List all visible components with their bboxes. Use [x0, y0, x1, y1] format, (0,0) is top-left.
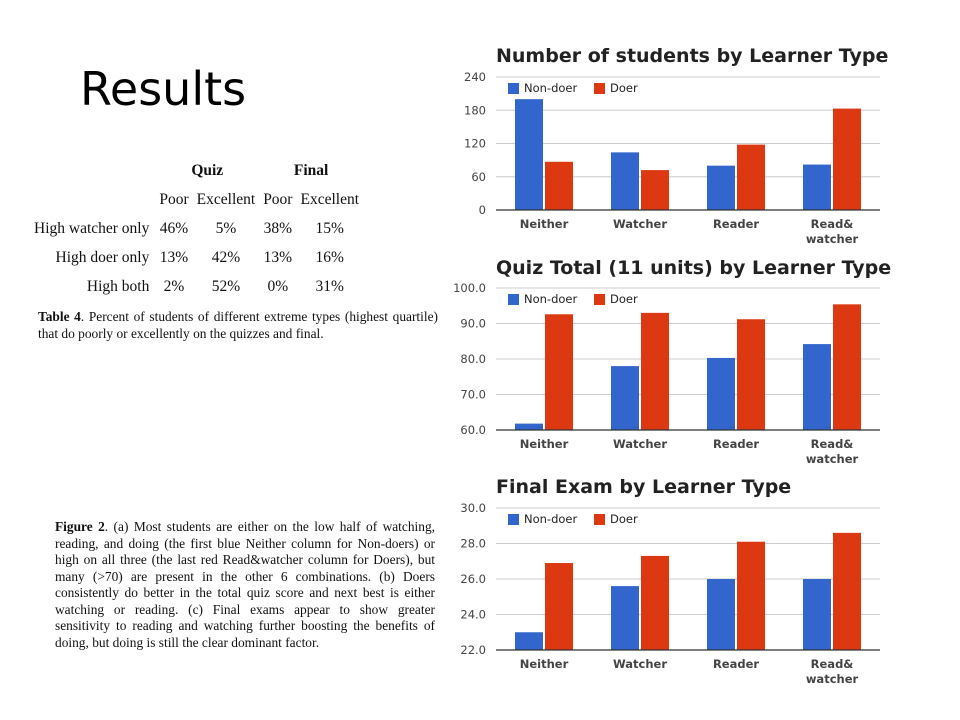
x-tick-label: watcher — [805, 452, 859, 466]
chart-title: Number of students by Learner Type — [496, 45, 889, 67]
y-tick-label: 60.0 — [460, 423, 486, 437]
legend-swatch — [508, 294, 519, 305]
x-tick-label: Reader — [712, 217, 760, 231]
y-tick-label: 90.0 — [460, 316, 486, 331]
col-header: Excellent — [196, 190, 256, 208]
bar-nondoer — [515, 424, 543, 430]
row-label: High both — [86, 277, 150, 295]
legend-swatch — [508, 514, 519, 525]
table-corner — [30, 156, 155, 185]
bar-nondoer — [803, 579, 831, 650]
table-cell: 13% — [263, 248, 293, 266]
table-cell: 16% — [315, 248, 344, 266]
table-cell: 5% — [215, 219, 237, 237]
y-tick-label: 240 — [464, 70, 486, 84]
chart-students-by-type — [448, 40, 888, 245]
y-tick-label: 28.0 — [460, 536, 486, 551]
bar-doer — [641, 170, 669, 210]
slide-title: Results — [80, 62, 247, 116]
table-cell: 15% — [315, 219, 344, 237]
bar-nondoer — [611, 586, 639, 650]
legend-label: Doer — [610, 292, 638, 306]
table-row — [30, 243, 363, 272]
table-row — [30, 272, 363, 301]
legend-label: Non-doer — [524, 512, 578, 526]
y-tick-label: 30.0 — [460, 501, 486, 515]
y-tick-label: 60 — [471, 169, 486, 184]
table-cell: 38% — [263, 219, 293, 237]
bar-nondoer — [515, 99, 543, 210]
bar-doer — [737, 145, 765, 210]
chart-quiz-total — [448, 252, 892, 466]
bar-nondoer — [707, 579, 735, 650]
table-caption — [38, 309, 438, 342]
table-cell: 2% — [163, 277, 185, 295]
x-tick-label: watcher — [805, 232, 859, 246]
legend-swatch — [594, 83, 605, 94]
bar-nondoer — [803, 344, 831, 430]
col-header: Poor — [263, 190, 293, 208]
x-tick-label: Reader — [712, 657, 760, 671]
y-tick-label: 80.0 — [460, 352, 486, 366]
table-4 — [30, 156, 363, 301]
bar-doer — [545, 563, 573, 650]
bar-doer — [833, 109, 861, 210]
table-cell: 46% — [159, 219, 189, 237]
y-tick-label: 100.0 — [453, 281, 486, 295]
table-corner — [30, 185, 155, 214]
legend-label: Doer — [610, 81, 638, 95]
bar-doer — [545, 162, 573, 210]
y-tick-label: 24.0 — [460, 607, 486, 622]
bar-nondoer — [611, 366, 639, 430]
col-header: Poor — [159, 190, 189, 208]
table-cell: 13% — [159, 248, 189, 266]
table-cell: 31% — [315, 277, 344, 295]
y-tick-label: 180 — [464, 103, 486, 118]
legend-swatch — [594, 294, 605, 305]
x-tick-label: Neither — [519, 217, 569, 231]
table-group-header-row — [30, 156, 363, 185]
y-tick-label: 70.0 — [460, 387, 486, 402]
x-tick-label: Watcher — [612, 437, 668, 451]
table-cell: 52% — [211, 277, 241, 295]
legend-label: Doer — [610, 512, 638, 526]
y-tick-label: 0 — [478, 203, 486, 217]
col-header: Excellent — [300, 190, 360, 208]
table-cell: 0% — [267, 277, 289, 295]
y-tick-label: 120 — [464, 136, 486, 151]
table-row — [30, 214, 363, 243]
x-tick-label: Neither — [519, 657, 569, 671]
legend-swatch — [594, 514, 605, 525]
legend-swatch — [508, 83, 519, 94]
bar-doer — [641, 556, 669, 650]
bar-nondoer — [707, 166, 735, 210]
figure-caption-text: . (a) Most students are either on the low half of watching, reading, and doing (the first blue Neither column for Non-doers) or high on all three (the last red Read&watcher column for Doers), but many (>70) are present in the other 6 combinations. (b) Doers consistently do better in the total quiz score and next best is either watching or reading. (c) Final exams appear to show greater sensitivity to reading and watching further boosting the benefits of doing, but doing is still the clear dominant factor. — [55, 519, 435, 650]
y-tick-label: 26.0 — [460, 572, 486, 586]
chart-title: Quiz Total (11 units) by Learner Type — [496, 257, 892, 279]
x-tick-label: watcher — [805, 672, 859, 686]
group-header-quiz: Quiz — [191, 161, 224, 179]
group-header-final: Final — [293, 161, 329, 179]
bar-doer — [545, 314, 573, 430]
bar-nondoer — [515, 632, 543, 650]
chart-title: Final Exam by Learner Type — [496, 476, 792, 498]
x-tick-label: Reader — [712, 437, 760, 451]
row-label: High watcher only — [34, 219, 150, 237]
x-tick-label: Read& — [810, 437, 854, 451]
table-caption-text: . Percent of students of different extreme types (highest quartile) that do poorly or excellently on the quizzes and final. — [38, 309, 438, 341]
bar-nondoer — [707, 358, 735, 430]
bar-doer — [833, 304, 861, 430]
figure-caption — [55, 519, 435, 651]
bar-nondoer — [803, 165, 831, 210]
legend-label: Non-doer — [524, 292, 578, 306]
figure-caption-label: Figure 2 — [55, 519, 105, 534]
bar-doer — [833, 533, 861, 650]
table-column-header-row — [30, 185, 363, 214]
y-tick-label: 22.0 — [460, 643, 486, 657]
x-tick-label: Watcher — [612, 657, 668, 671]
chart-final-exam — [448, 470, 888, 690]
x-tick-label: Read& — [810, 657, 854, 671]
x-tick-label: Watcher — [612, 217, 668, 231]
row-label: High doer only — [55, 248, 150, 266]
bar-doer — [737, 542, 765, 650]
bar-doer — [641, 313, 669, 430]
bar-doer — [737, 319, 765, 430]
legend-label: Non-doer — [524, 81, 578, 95]
table-cell: 42% — [211, 248, 241, 266]
bar-nondoer — [611, 152, 639, 210]
x-tick-label: Neither — [519, 437, 569, 451]
table-caption-label: Table 4 — [38, 309, 81, 324]
x-tick-label: Read& — [810, 217, 854, 231]
